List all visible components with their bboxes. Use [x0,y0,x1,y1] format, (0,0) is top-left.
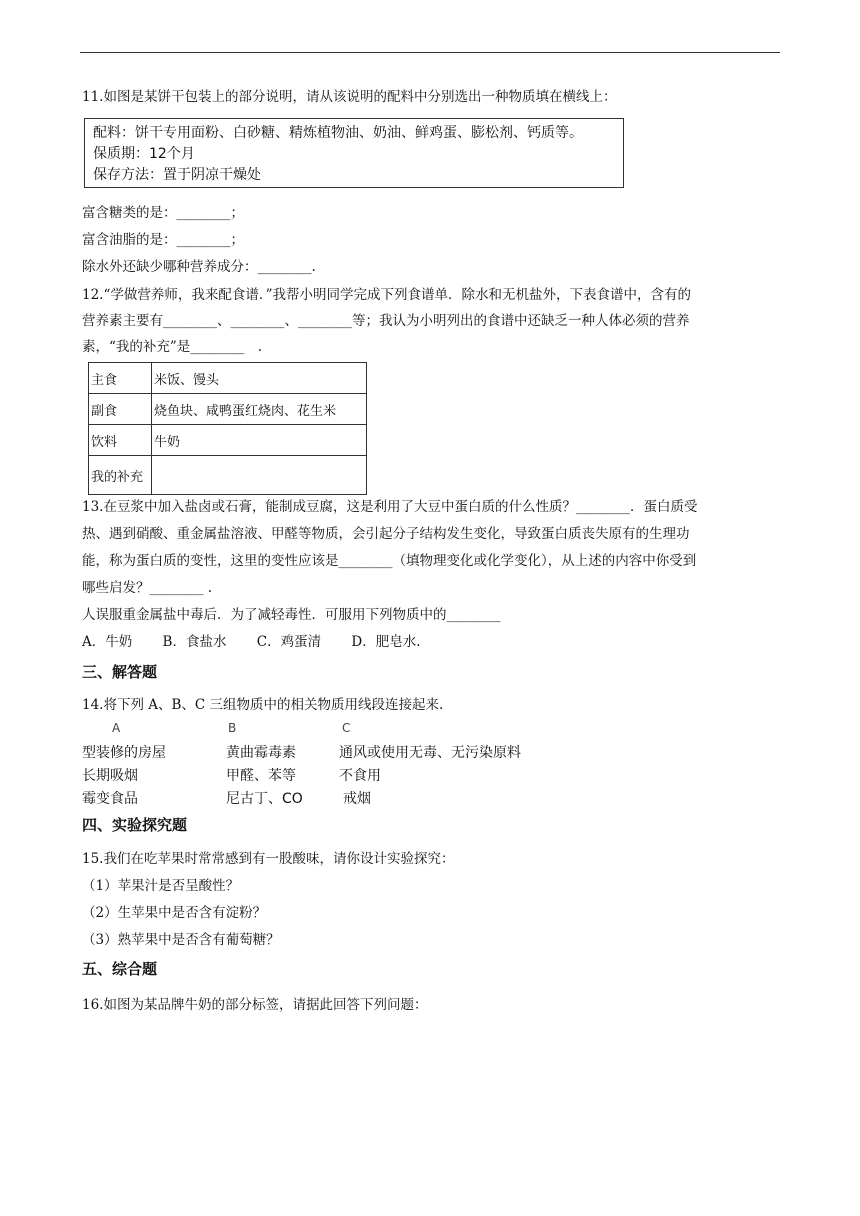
option-d: D．肥皂水. [351,634,421,650]
table-row [89,425,367,456]
q13-options [82,633,447,651]
menu-table [88,362,367,495]
match-c-2: 不食用 [339,768,381,784]
menu-key: 饮料 [89,425,152,456]
q12-line1: 12.“学做营养师，我来配食谱．”我帮小明同学完成下列食谱单．除水和无机盐外，下表食谱中，含有的 [82,287,692,303]
shelf-life-line: 保质期：12个月 [93,146,195,162]
ingredient-label-box [84,118,624,188]
menu-value: 米饭、馒头 [152,363,367,394]
match-a-1: 型装修的房屋 [82,745,166,761]
menu-key: 副食 [89,394,152,425]
table-row [89,363,367,394]
q11-intro: 11.如图是某饼干包装上的部分说明，请从该说明的配料中分别选出一种物质填在横线上： [82,89,617,105]
q11-blank-sugar: 富含糖类的是：________； [82,205,244,221]
q15-item-2: （2）生苹果中是否含有淀粉？ [82,905,267,921]
match-a-2: 长期吸烟 [82,768,138,784]
header-rule [80,52,780,53]
q13-line5: 人误服重金属盐中毒后．为了减轻毒性．可服用下列物质中的________ [82,607,501,623]
option-b: B．食盐水 [162,634,227,650]
q15-item-1: （1）苹果汁是否呈酸性？ [82,878,240,894]
option-a: A．牛奶 [82,634,133,650]
section-heading-3: 三、解答题 [82,663,158,681]
section-heading-4: 四、实验探究题 [82,816,188,834]
option-c: C．鸡蛋清 [256,634,322,650]
ingredient-line: 配料：饼干专用面粉、白砂糖、精炼植物油、奶油、鲜鸡蛋、膨松剂、钙质等。 [93,125,583,141]
column-header-b: B [228,721,237,735]
q13-line2: 热、遇到硝酸、重金属盐溶液、甲醛等物质，会引起分子结构发生变化，导致蛋白质丧失原有的生理功 [82,526,690,542]
q13-line3: 能，称为蛋白质的变性，这里的变性应该是________（填物理变化或化学变化），从上述的内容中你受到 [82,553,697,569]
q16-intro: 16.如图为某品牌牛奶的部分标签，请据此回答下列问题： [82,997,428,1013]
section-heading-5: 五、综合题 [82,960,158,978]
q14-intro: 14.将下列 A、B、C 三组物质中的相关物质用线段连接起来. [82,697,444,713]
column-header-a: A [112,721,121,735]
q13-line4: 哪些启发？________ . [82,580,213,596]
match-a-3: 霉变食品 [82,791,138,807]
table-row [89,394,367,425]
q12-line2: 营养素主要有________、________、________等；我认为小明列出的食谱中还缺乏一种人体必须的营养 [82,313,690,329]
menu-value [152,456,367,495]
menu-value: 牛奶 [152,425,367,456]
q12-line3: 素，“我的补充”是________ . [82,339,263,355]
match-c-3: 戒烟 [343,791,371,807]
match-b-2: 甲醛、苯等 [226,768,296,784]
q15-intro: 15.我们在吃苹果时常常感到有一股酸味，请你设计实验探究： [82,851,455,867]
menu-key: 我的补充 [89,456,152,495]
table-row [89,456,367,495]
column-header-c: C [342,721,351,735]
q13-line1: 13.在豆浆中加入盐卤或石膏，能制成豆腐，这是利用了大豆中蛋白质的什么性质？________．蛋白质受 [82,499,698,515]
match-c-1: 通风或使用无毒、无污染原料 [339,745,521,761]
q11-blank-fat: 富含油脂的是：________； [82,232,244,248]
menu-value: 烧鱼块、咸鸭蛋红烧肉、花生米 [152,394,367,425]
q11-blank-missing: 除水外还缺少哪种营养成分：________. [82,259,316,275]
storage-line: 保存方法：置于阴凉干燥处 [93,167,261,183]
q15-item-3: （3）熟苹果中是否含有葡萄糖？ [82,932,280,948]
match-b-1: 黄曲霉毒素 [226,745,296,761]
match-b-3: 尼古丁、CO [226,791,303,807]
menu-key: 主食 [89,363,152,394]
